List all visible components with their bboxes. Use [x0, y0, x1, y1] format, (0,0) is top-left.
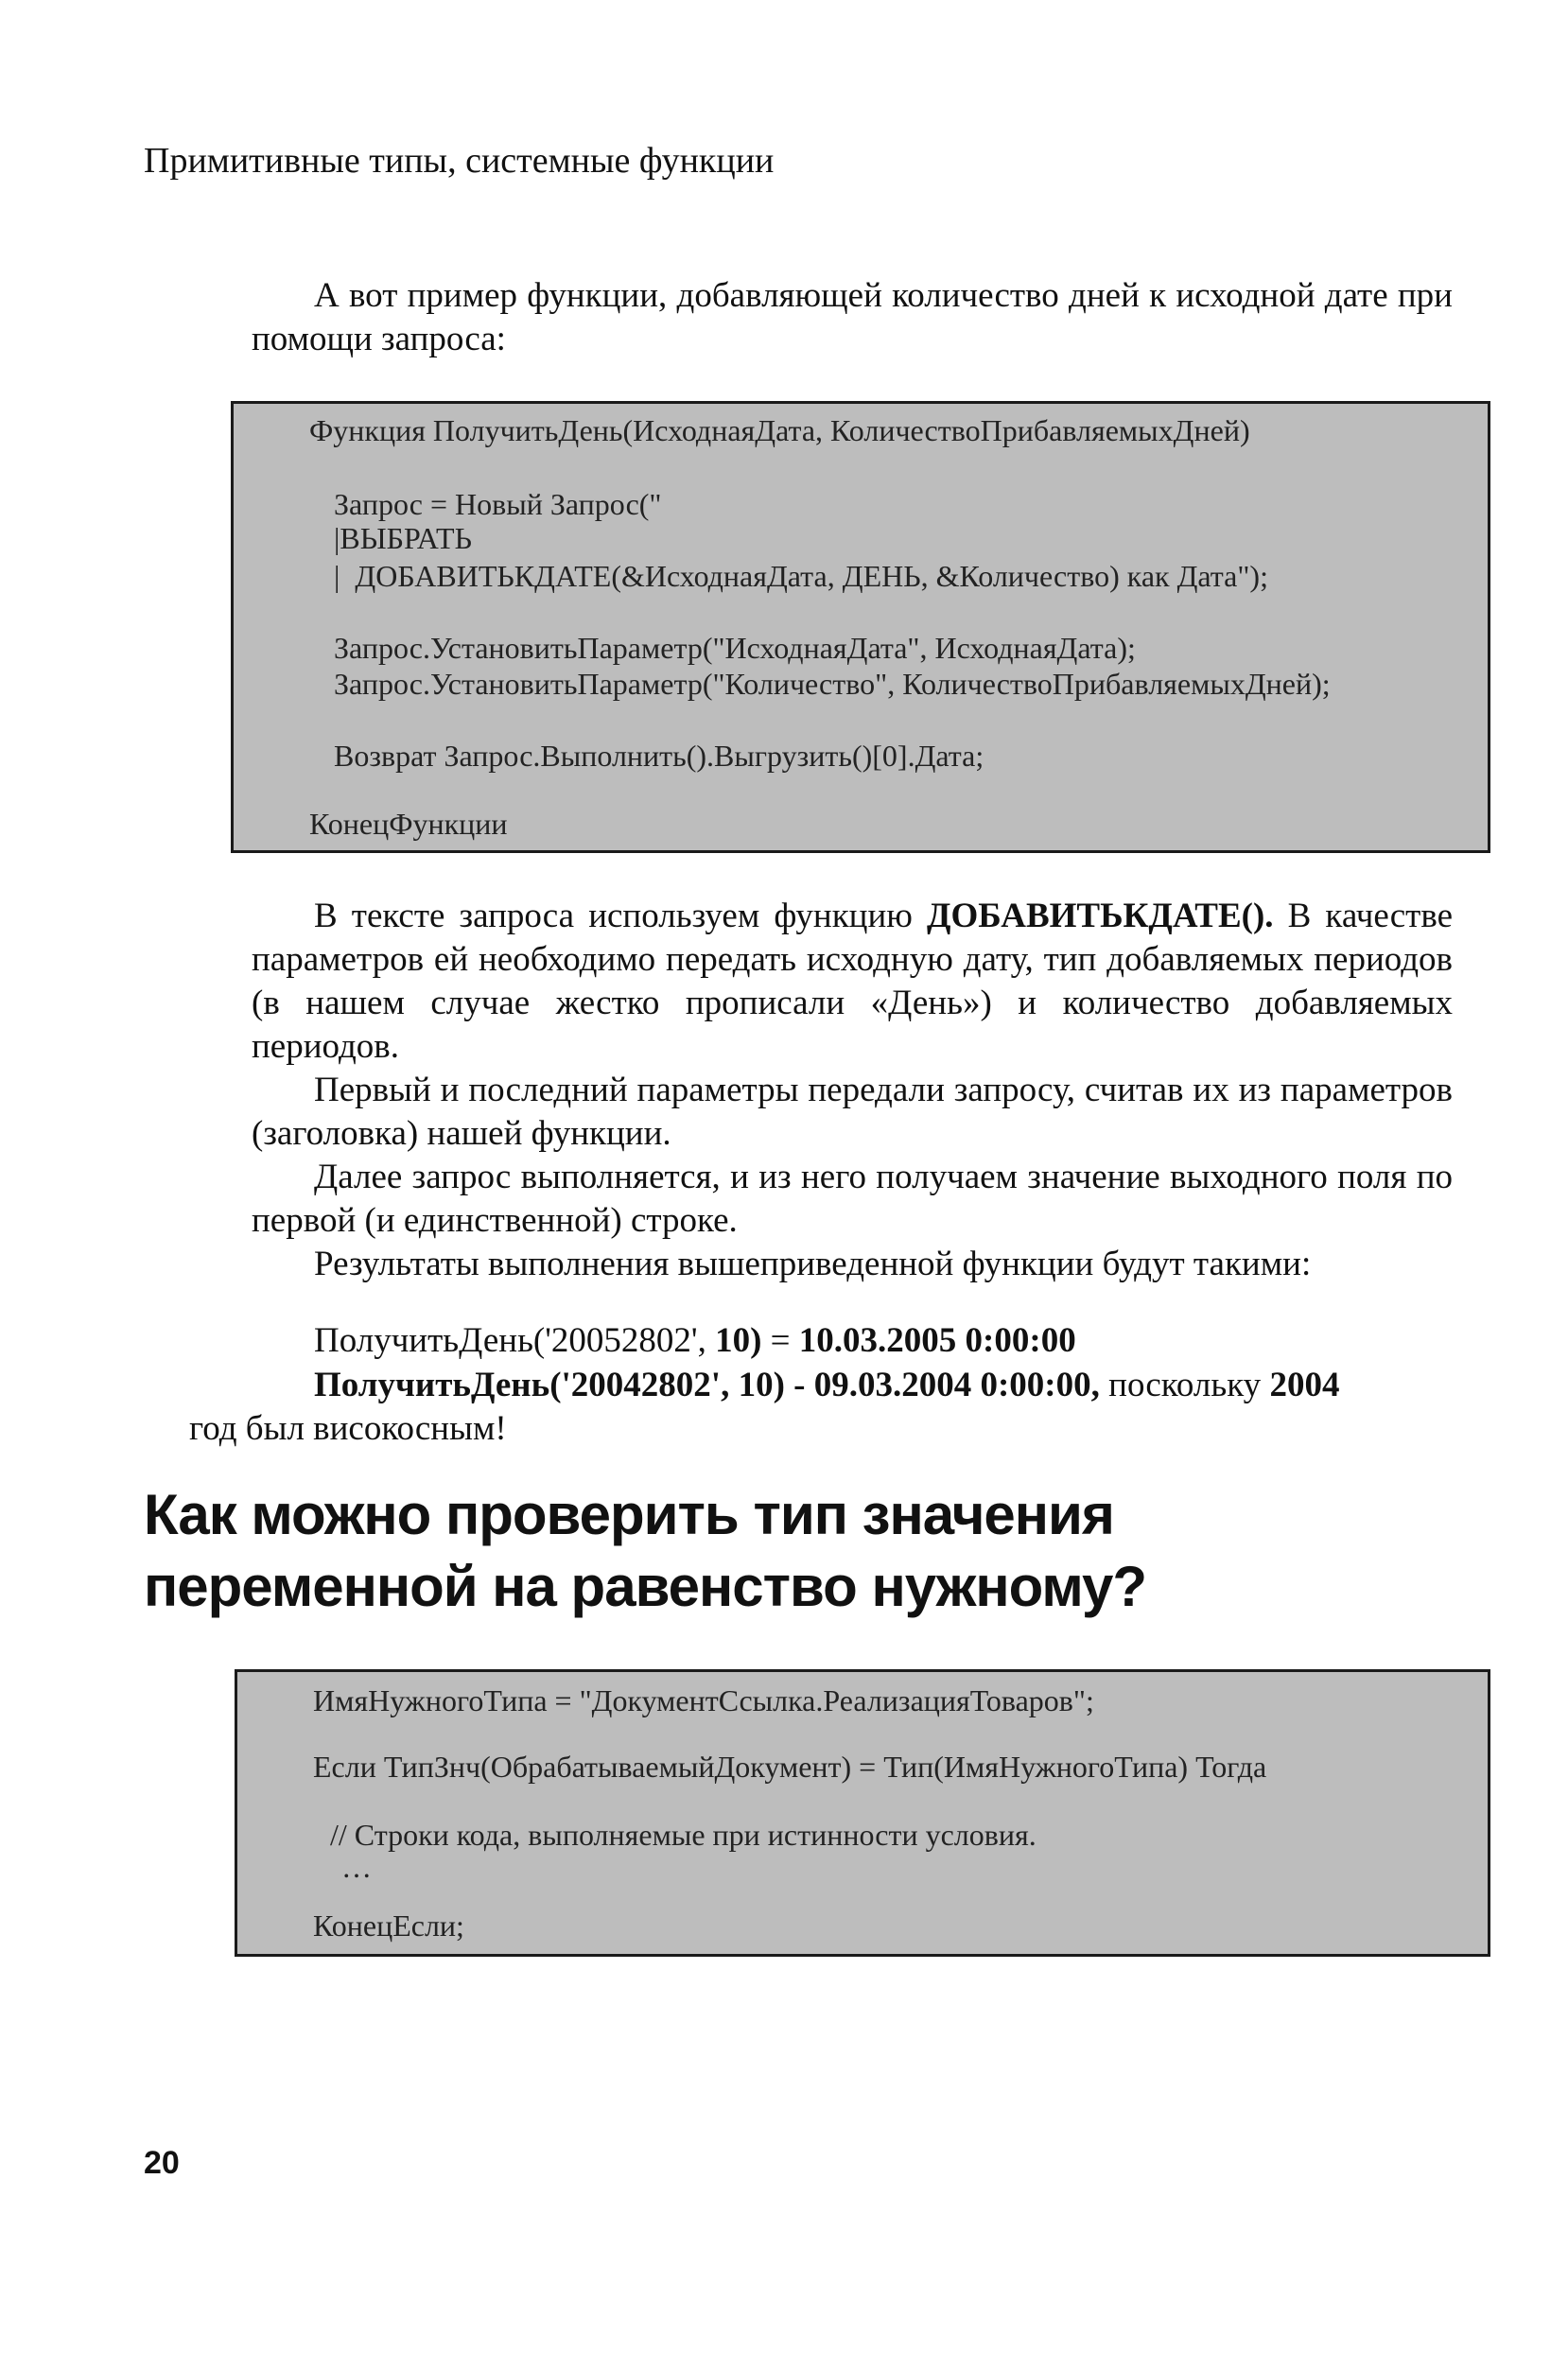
paragraph-query-execution: Далее запрос выполняется, и из него получаем значение выходного поля по первой (и единственной) строке. — [252, 1158, 1453, 1240]
paragraph-parameters: Первый и последний параметры передали запросу, считав их из параметров (заголовка) нашей функции. — [252, 1071, 1453, 1153]
code-line: // Строки кода, выполняемые при истинности условия. — [330, 1818, 1037, 1852]
result-line-2005: ПолучитьДень('20052802', 10) = 10.03.2005 0:00:00 — [314, 1321, 1076, 1360]
code-line: Запрос = Новый Запрос(" — [334, 487, 662, 521]
code-line: Запрос.УстановитьПараметр("Количество", КоличествоПрибавляемыхДней); — [334, 667, 1331, 701]
paragraph-dobavitkdate: В тексте запроса используем функцию ДОБАВИТЬКДАТЕ(). В качестве параметров ей необходимо передать исходную дату, тип добавляемых периодов (в нашем случае жестко прописали «День») и количество добавляемых периодов. — [252, 897, 1453, 1066]
code-block-type-check — [235, 1669, 1490, 1957]
code-line: КонецЕсли; — [313, 1909, 464, 1943]
paragraph-results-intro: Результаты выполнения вышеприведенной функции будут такими: — [314, 1245, 1312, 1283]
code-line: Функция ПолучитьДень(ИсходнаяДата, КоличествоПрибавляемыхДней) — [309, 413, 1250, 447]
code-line: | ДОБАВИТЬКДАТЕ(&ИсходнаяДата, ДЕНЬ, &Количество) как Дата"); — [334, 559, 1268, 593]
code-line: |ВЫБРАТЬ — [334, 521, 472, 555]
code-line: Запрос.УстановитьПараметр("ИсходнаяДата", ИсходнаяДата); — [334, 631, 1136, 665]
code-block-query-function — [231, 401, 1490, 853]
code-line: … — [341, 1850, 372, 1884]
code-line: Если ТипЗнч(ОбрабатываемыйДокумент) = Тип(ИмяНужногоТипа) Тогда — [313, 1750, 1267, 1784]
page-number: 20 — [144, 2145, 180, 2181]
section-heading: Как можно проверить тип значения переменной на равенство нужному? — [144, 1483, 1147, 1618]
intro-paragraph: А вот пример функции, добавляющей количество дней к исходной дате при помощи запроса: — [252, 276, 1453, 358]
code-line: Возврат Запрос.Выполнить().Выгрузить()[0].Дата; — [334, 739, 984, 773]
function-name: ДОБАВИТЬКДАТЕ(). — [927, 897, 1274, 935]
result-line-2004: ПолучитьДень('20042802', 10) - 09.03.2004 0:00:00, поскольку 2004 год был високосным! — [189, 1366, 1340, 1448]
running-head: Примитивные типы, системные функции — [144, 141, 775, 181]
code-line: ИмяНужногоТипа = "ДокументСсылка.РеализацияТоваров"; — [313, 1683, 1094, 1717]
code-line: КонецФункции — [309, 807, 508, 841]
